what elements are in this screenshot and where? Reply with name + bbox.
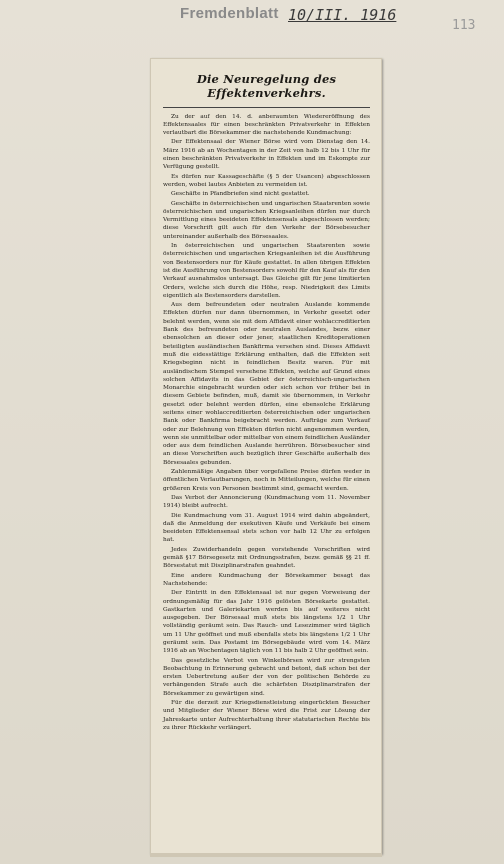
article-paragraph: Geschäfte in Pfandbriefen sind nicht gestattet. bbox=[171, 191, 310, 198]
article-paragraph: Der Eintritt in den Effektensaal ist nur gegen Vorweisung der ordnungsmäßig für das Jahr 1916 gelösten Börsekarte gestattet. Gastkarten und Galeriekarten werden bis auf weiteres nicht ausgegeben. Der Börsesaal muß stets bis längstens 1/2 1 Uhr vollständig geräumt sein. Das Rauch- und Lesezimmer wird täglich um 11 Uhr geöffnet und muß ebenfalls stets bis längstens 1/2 1 Uhr geräumt sein. Das Postamt im Börsegebäude wird vom 14. März 1916 ab an Wochentagen täglich von 11 bis halb 2 Uhr geöffnet sein. bbox=[163, 590, 370, 655]
article-paragraph: Die Kundmachung vom 31. August 1914 wird dahin abgeändert, daß die Anmeldung der exekutiven Käufe und Verkäufe bei einem beeideten Effektensensal stets schon vor halb 12 Uhr zu erfolgen hat. bbox=[163, 512, 370, 544]
article-paragraph: Das Verbot der Annoncierung (Kundmachung vom 11. November 1914) bleibt aufrecht. bbox=[163, 494, 370, 510]
title-rule bbox=[163, 107, 370, 108]
handwritten-date: 10/III. 1916 bbox=[288, 6, 397, 24]
article-paragraph: Es dürfen nur Kassageschäfte (§ 5 der Usancen) abgeschlossen werden, wobei lautes Anbieten zu vermeiden ist. bbox=[163, 173, 370, 188]
article-paragraph: Aus dem befreundeten oder neutralen Auslande kommende Effekten dürfen nur dann übernommen, in Verkehr gesetzt oder belehnt werden, wenn sie mit dem Affidavit einer wohlaccreditierten Bank des befreundeten oder neutralen Auslandes, bezw. einer ebensolchen an dieser oder jener, staatlichen Kreditoperationen beteiligten ausländischen Bankfirma versehen sind. Dieses Affidavit muß die eidesstättige Erklärung enthalten, daß die Effekten seit Kriegsbeginn nicht in feindlichen Besitz waren. Für mit ausländischem Stempel versehene Effekten, welche auf Grund eines solchen Affidavits in das Gebiet der österreichisch-ungarischen Monarchie eingebracht wurden oder sich schon vor früher bei in diesem Gebiete befinden, muß, damit sie übernommen, in Verkehr gesetzt oder belehnt werden dürfen, eine ebensolche Erklärung seitens einer wohlaccreditierten österreichischen oder ungarischen Bank oder Bankfirma beigebracht werden. Aufträge zum Verkauf oder zur Belehnung von Effekten dürfen nicht angenommen werden, wenn sie unmittelbar oder mittelbar von einem feindlichen Ausländer oder aus dem feindlichen Auslande herrühren. Börsebesucher sind an diese Vorschriften auch bezüglich ihrer Geschäfte außerhalb des Börsesaales gebunden. bbox=[163, 302, 370, 466]
clipping-edge bbox=[150, 854, 382, 857]
newspaper-stamp: Fremdenblatt bbox=[180, 5, 279, 22]
archive-number: 113 bbox=[452, 18, 476, 33]
article-paragraph: Eine andere Kundmachung der Börsekammer besagt das Nachstehende: bbox=[163, 572, 370, 587]
article-paragraph: Zahlenmäßige Angaben über vorgefallene Preise dürfen weder in öffentlichen Verlautbarungen, noch in Mitteilungen, welche für einen größeren Kreis von Personen bestimmt sind, gemacht werden. bbox=[163, 469, 370, 492]
article-paragraph: In österreichischen und ungarischen Staatsrenten sowie österreichischen und ungarischen Kriegsanleihen ist die Ausführung von Bestensorders nur für Käufe gestattet. In allen übrigen Effekten ist die Ausführung von Bestensorders sowohl für den Kauf als für den Verkauf ausnahmslos untersagt. Das Gleiche gilt für jene limitierten Orders, welche sich durch die Höhe, resp. Niedrigkeit des Limits eigentlich als Bestensorders darstellen. bbox=[163, 243, 370, 299]
article-paragraph: Für die derzeit zur Kriegsdienstleistung eingerückten Besucher und Mitglieder der Wiener Börse wird die Frist zur Lösung der Jahreskarte unter Aufrechterhaltung ihrer statutarischen Rechte bis zu ihrer Rückkehr verlängert. bbox=[163, 700, 370, 731]
article-paragraph: Geschäfte in österreichischen und ungarischen Staatsrenten sowie österreichischen und ungarischen Kriegsanleihen dürfen nur durch Vermittlung eines beeideten Effektensensals abgeschlossen werden; diese Vorschrift gilt auch für den Verkehr der Börsebesucher untereinander außerhalb des Börsesaales. bbox=[163, 200, 370, 240]
article-paragraph: Zu der auf den 14. d. anberaumten Wiedereröffnung des Effektensaales für einen beschränkten Privatverkehr in Effekten verlautbart die Börsekammer die nachstehende Kundmachung: bbox=[163, 113, 370, 137]
article-paragraph: Das gesetzliche Verbot von Winkelbörsen wird zur strengsten Beobachtung in Erinnerung gebracht und betont, daß schon bei der ersten Uebertretung außer der von der politischen Behörde zu verhängenden Strafe auch die schärfsten Disziplinarstrafen der Börsekammer zu gewärtigen sind. bbox=[163, 657, 370, 697]
article-title: Die Neuregelung des Effektenverkehrs. bbox=[196, 72, 337, 100]
newspaper-clipping bbox=[150, 58, 382, 854]
article-paragraph: Der Effektensaal der Wiener Börse wird vom Dienstag den 14. März 1916 ab an Wochentagen in der Zeit von halb 12 bis 1 Uhr für einen beschränkten Privatverkehr in Effekten und im Eskompte zur Verfügung gestellt. bbox=[163, 139, 370, 171]
article-paragraph: Jedes Zuwiderhandeln gegen vorstehende Vorschriften wird gemäß §17 Börsegesetz mit Ordnungsstrafen, bezw. gemäß §§ 21 ff. Börsestatut mit Disziplinarstrafen geahndet. bbox=[163, 546, 370, 570]
